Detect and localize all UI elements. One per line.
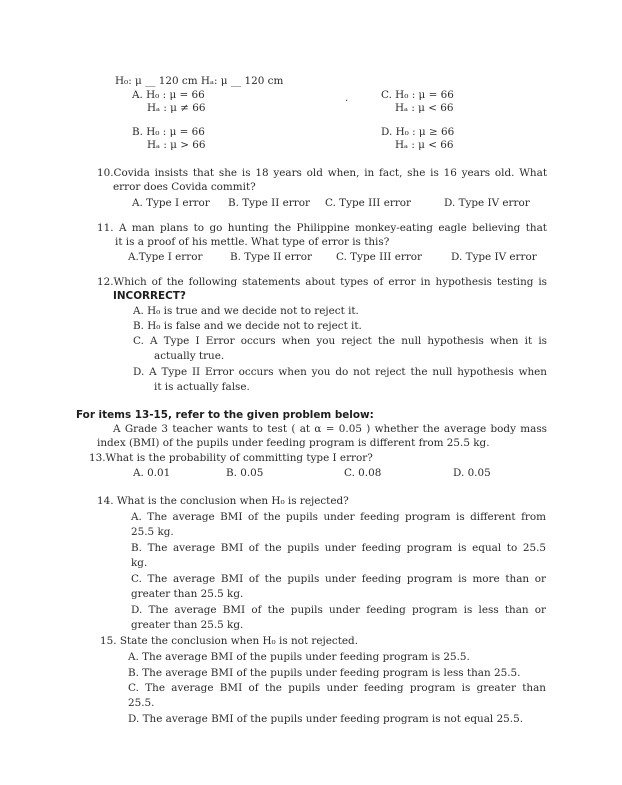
- q12-option-a: A. H₀ is true and we decide not to reject it.: [133, 305, 359, 317]
- hyp-option-a-null: A. H₀ : μ = 66: [132, 89, 205, 101]
- problem-line2: index (BMI) of the pupils under feeding program is different from 25.5 kg.: [97, 437, 490, 449]
- stray-dot: .: [345, 92, 349, 104]
- q14-option-c-line1: C. The average BMI of the pupils under feeding program is more than or: [131, 573, 546, 585]
- q11-option-a: A.Type I error: [128, 251, 203, 263]
- q11-option-b: B. Type II error: [230, 251, 312, 263]
- q15-option-a: A. The average BMI of the pupils under feeding program is 25.5.: [128, 651, 470, 663]
- q14-option-b-line1: B. The average BMI of the pupils under feeding program is equal to 25.5: [131, 542, 546, 554]
- q15-question: 15. State the conclusion when H₀ is not rejected.: [100, 635, 359, 647]
- q14-option-c-line2: greater than 25.5 kg.: [131, 588, 244, 600]
- q10-option-b: B. Type II error: [228, 197, 310, 209]
- q12-option-c-line1: C. A Type I Error occurs when you reject the null hypothesis when it is: [133, 335, 547, 347]
- hyp-option-d-null: D. H₀ : μ ≥ 66: [381, 126, 455, 138]
- q13-option-c: C. 0.08: [344, 467, 382, 479]
- q15-option-d: D. The average BMI of the pupils under feeding program is not equal 25.5.: [128, 713, 524, 725]
- q11-option-c: C. Type III error: [336, 251, 423, 263]
- items-header: For items 13-15, refer to the given problem below:: [76, 409, 374, 421]
- q11-text-line2: it is a proof of his mettle. What type of error is this?: [115, 236, 390, 248]
- q10-text-line1: 10.Covida insists that she is 18 years old when, in fact, she is 16 years old. What: [97, 167, 547, 179]
- hyp-option-d-alt: Hₐ : μ < 66: [395, 139, 454, 151]
- hyp-option-a-alt: Hₐ : μ ≠ 66: [147, 102, 206, 114]
- q15-option-b: B. The average BMI of the pupils under feeding program is less than 25.5.: [128, 667, 521, 679]
- q11-text-line1: 11. A man plans to go hunting the Philippine monkey-eating eagle believing that: [97, 222, 547, 234]
- q10-option-c: C. Type III error: [325, 197, 412, 209]
- q13-option-d: D. 0.05: [453, 467, 491, 479]
- q10-option-d: D. Type IV error: [444, 197, 530, 209]
- hyp-option-b-null: B. H₀ : μ = 66: [132, 126, 205, 138]
- q14-option-a-line1: A. The average BMI of the pupils under feeding program is different from: [131, 511, 546, 523]
- q15-option-c-line2: 25.5.: [128, 697, 155, 709]
- q10-text-line2: error does Covida commit?: [113, 181, 256, 193]
- q14-option-b-line2: kg.: [131, 557, 148, 569]
- q12-option-d-line1: D. A Type II Error occurs when you do not reject the null hypothesis when: [133, 366, 547, 378]
- q12-text-line1: 12.Which of the following statements about types of error in hypothesis testing is: [97, 276, 547, 288]
- hyp-option-b-alt: Hₐ : μ > 66: [147, 139, 206, 151]
- q14-option-a-line2: 25.5 kg.: [131, 526, 174, 538]
- q12-option-c-line2: actually true.: [154, 350, 225, 362]
- q13-option-b: B. 0.05: [226, 467, 264, 479]
- q15-option-c-line1: C. The average BMI of the pupils under feeding program is greater than: [128, 682, 546, 694]
- q12-option-d-line2: it is actually false.: [154, 381, 250, 393]
- q11-option-d: D. Type IV error: [451, 251, 537, 263]
- q14-option-d-line1: D. The average BMI of the pupils under feeding program is less than or: [131, 604, 546, 616]
- q14-option-d-line2: greater than 25.5 kg.: [131, 619, 244, 631]
- q12-option-b: B. H₀ is false and we decide not to reject it.: [133, 320, 362, 332]
- hyp-option-c-null: C. H₀ : μ = 66: [381, 89, 454, 101]
- q14-question: 14. What is the conclusion when H₀ is rejected?: [97, 495, 349, 507]
- hypothesis-header: H₀: μ __ 120 cm Hₐ: μ __ 120 cm: [115, 75, 284, 87]
- q13-option-a: A. 0.01: [133, 467, 171, 479]
- q10-option-a: A. Type I error: [132, 197, 210, 209]
- problem-line1: A Grade 3 teacher wants to test ( at α = 0.05 ) whether the average body mass: [113, 423, 547, 435]
- hyp-option-c-alt: Hₐ : μ < 66: [395, 102, 454, 114]
- q13-question: 13.What is the probability of committing type I error?: [89, 452, 373, 464]
- q12-text-line2: INCORRECT?: [113, 290, 186, 302]
